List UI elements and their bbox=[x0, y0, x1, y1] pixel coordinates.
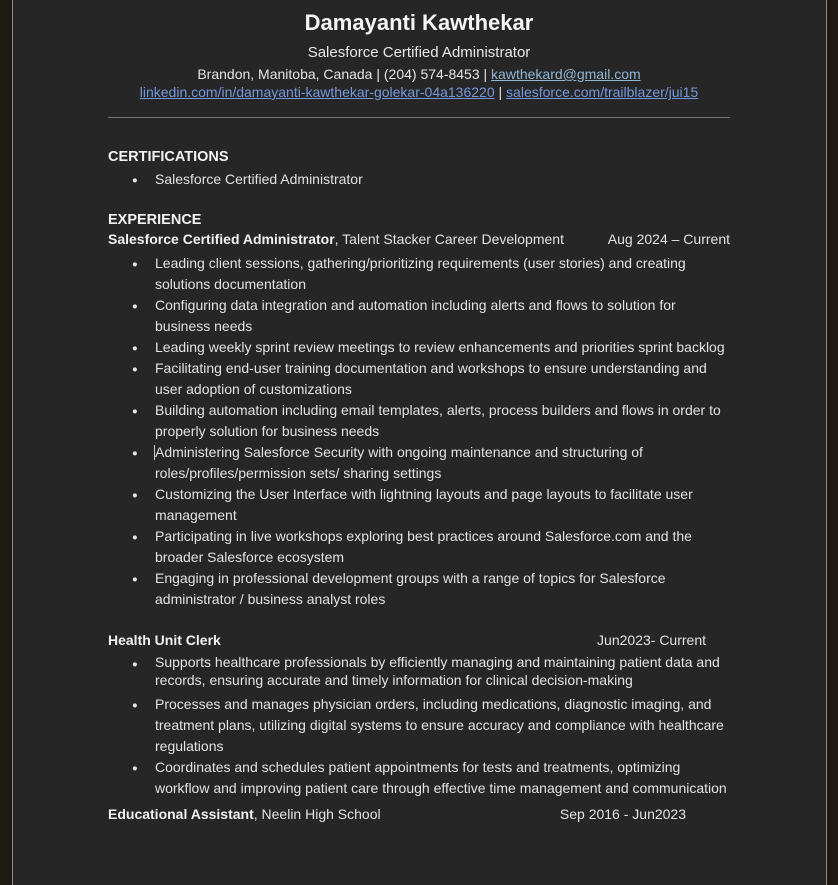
experience-heading: EXPERIENCE bbox=[108, 212, 202, 228]
bullet-item: ● Participating in live workshops exploring best practices around Salesforce.com and the broader Salesforce ecosystem bbox=[108, 526, 730, 568]
job-title-line bbox=[108, 229, 730, 250]
candidate-name: Damayanti Kawthekar bbox=[304, 10, 534, 35]
job-title: Salesforce Certified Administrator bbox=[108, 231, 335, 247]
bullet-item: ● Engaging in professional development groups with a range of topics for Salesforce administrator / business analyst roles bbox=[108, 568, 730, 610]
job-title-line bbox=[108, 804, 730, 825]
job-title-line bbox=[108, 630, 730, 651]
contact-location-phone: Brandon, Manitoba, Canada | (204) 574-8453 | bbox=[197, 66, 492, 82]
job-educational-assistant bbox=[108, 804, 730, 825]
contact-line bbox=[108, 65, 730, 83]
header-divider bbox=[108, 117, 730, 118]
bullet-item bbox=[108, 442, 730, 484]
bullet-item: ● Building automation including email templates, alerts, process builders and flows in order to properly solution for business needs bbox=[108, 400, 730, 442]
link-separator: | bbox=[494, 84, 507, 100]
job-dates: Sep 2016 - Jun2023 bbox=[559, 806, 686, 822]
job-health-unit-clerk bbox=[108, 630, 730, 799]
job-dates: Aug 2024 – Current bbox=[607, 231, 730, 247]
text-cursor bbox=[154, 445, 155, 460]
resume-page[interactable] bbox=[12, 0, 827, 885]
job-salesforce-admin bbox=[108, 229, 730, 610]
document-content[interactable] bbox=[13, 0, 826, 825]
job-title: Educational Assistant bbox=[108, 806, 254, 822]
links-line bbox=[108, 83, 730, 101]
job-title: Health Unit Clerk bbox=[108, 632, 221, 648]
candidate-title: Salesforce Certified Administrator bbox=[307, 44, 531, 61]
certifications-heading: CERTIFICATIONS bbox=[108, 149, 229, 165]
bullet-item: ● Facilitating end-user training documentation and workshops to ensure understanding and user adoption of customizations bbox=[108, 358, 730, 400]
certifications-list bbox=[108, 169, 730, 190]
job-dates: Jun2023- Current bbox=[597, 632, 706, 648]
bullet-text: Administering Salesforce Security with ongoing maintenance and structuring of roles/profiles/permission sets/ sharing settings bbox=[155, 444, 643, 481]
job-bullet-list bbox=[108, 654, 730, 799]
linkedin-link[interactable]: linkedin.com/in/damayanti-kawthekar-golekar-04a136220 bbox=[139, 84, 495, 100]
bullet-item: ● Coordinates and schedules patient appointments for tests and treatments, optimizing workflow and improving patient care through effective time management and communication bbox=[108, 757, 730, 799]
bullet-item: ● Supports healthcare professionals by efficiently managing and maintaining patient data and records, ensuring accurate and timely information for clinical decision-making bbox=[108, 654, 730, 689]
bullet-item: ● Customizing the User Interface with lightning layouts and page layouts to facilitate user management bbox=[108, 484, 730, 526]
bullet-item: ● Configuring data integration and automation including alerts and flows to solution for business needs bbox=[108, 295, 730, 337]
bullet-item: ● Processes and manages physician orders, including medications, diagnostic imaging, and treatment plans, utilizing digital systems to ensure accuracy and compliance with healthcare regulations bbox=[108, 694, 730, 757]
bullet-item: ● Leading client sessions, gathering/prioritizing requirements (user stories) and creating solutions documentation bbox=[108, 253, 730, 295]
resume-header bbox=[108, 10, 730, 101]
bullet-item: ● Leading weekly sprint review meetings to review enhancements and priorities sprint backlog bbox=[108, 337, 730, 358]
email-link[interactable]: kawthekard@gmail.com bbox=[491, 66, 641, 82]
certification-item: ● Salesforce Certified Administrator bbox=[108, 169, 730, 190]
job-company: , Neelin High School bbox=[253, 806, 381, 822]
job-company: , Talent Stacker Career Development bbox=[334, 231, 564, 247]
trailblazer-link[interactable]: salesforce.com/trailblazer/jui15 bbox=[506, 84, 699, 100]
job-bullet-list bbox=[108, 253, 730, 610]
